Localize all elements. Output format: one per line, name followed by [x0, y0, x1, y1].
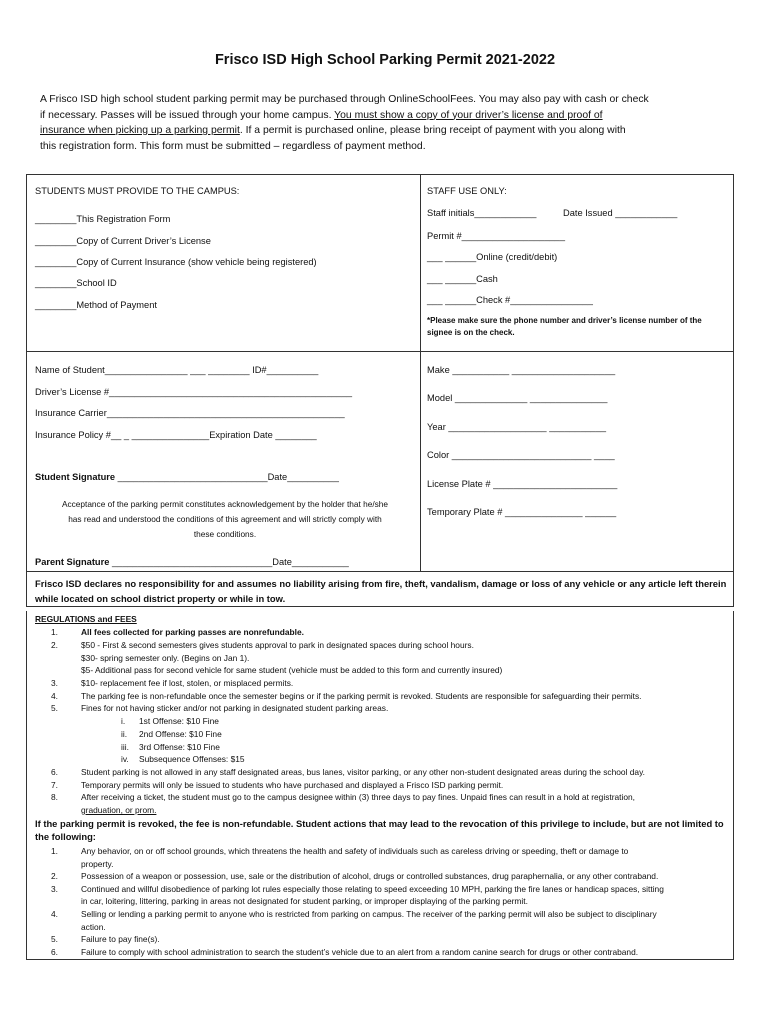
- revoke-item: Failure to pay fine(s).: [81, 934, 160, 944]
- vehicle-year-field[interactable]: Year ___________________ ___________: [427, 422, 607, 432]
- insurance-carrier-field[interactable]: Insurance Carrier______________________________________________: [35, 408, 345, 418]
- permit-number-field[interactable]: Permit #____________________: [427, 231, 566, 241]
- revoke-number: 2.: [51, 871, 58, 881]
- reg-item: The parking fee is non-refundable once the semester begins or if the parking permit is revoked. Students are responsible for safeguarding their permits.: [81, 691, 642, 701]
- reg-item: $50 - First & second semesters gives students approval to park in designated spaces during school hours.: [81, 640, 474, 650]
- drivers-license-field[interactable]: Driver’s License #_______________________________________________: [35, 387, 353, 397]
- reg-item: $30- spring semester only. (Begins on Jan 1).: [81, 653, 250, 663]
- offense-number: iii.: [121, 742, 129, 752]
- intro-line: insurance when picking up a parking permit. If a permit is purchased online, please bring receipt of payment with you along with: [40, 125, 626, 136]
- intro-line: this registration form. This form must be submitted – regardless of payment method.: [40, 140, 426, 152]
- student-signature-field[interactable]: Student Signature _____________________________Date__________: [35, 472, 339, 482]
- staff-initials-field[interactable]: Staff initials____________: [427, 208, 537, 218]
- revoke-number: 3.: [51, 884, 58, 894]
- intro-line: A Frisco ISD high school student parking permit may be purchased through OnlineSchoolFees. You may also pay with cash or check: [40, 94, 649, 105]
- reg-item: graduation, or prom.: [81, 805, 157, 815]
- students-header: STUDENTS MUST PROVIDE TO THE CAMPUS:: [35, 186, 240, 196]
- reg-number: 8.: [51, 792, 58, 802]
- revoke-item: Possession of a weapon or possession, use, sale or the distribution of alcohol, drugs or controlled substances, drug paraphernalia, or any other contraband.: [81, 871, 659, 881]
- offense-number: i.: [121, 716, 126, 726]
- payment-check-field[interactable]: ___ ______Check #________________: [427, 295, 593, 305]
- vehicle-color-field[interactable]: Color ___________________________ ____: [427, 450, 615, 460]
- acceptance-statement: Acceptance of the parking permit constitutes acknowledgement by the holder that he/she has read and understood the conditions of this agreement and will strictly comply with these conditions.: [61, 499, 389, 539]
- liability-statement: Frisco ISD declares no responsibility for and assumes no liability arising from fire, theft, vandalism, damage or loss of any vehicle or any article left therein while located on school district property or while in tow.: [35, 578, 727, 604]
- checklist-payment-method[interactable]: ________Method of Payment: [35, 300, 157, 310]
- offense-number: iv.: [121, 754, 129, 764]
- revoke-item: in car, loitering, littering, parking in areas not designated for student parking, or improper displaying of the parking permit.: [81, 896, 528, 906]
- revoke-item: action.: [81, 922, 106, 932]
- reg-item: After receiving a ticket, the student must go to the campus designee within (3) three days to pay fines. Unpaid fines can result in a hold at registration,: [81, 792, 635, 802]
- checklist-insurance[interactable]: ________Copy of Current Insurance (show vehicle being registered): [35, 257, 317, 267]
- offense-item: 2nd Offense: $10 Fine: [139, 729, 222, 739]
- reg-item: $10- replacement fee if lost, stolen, or misplaced permits.: [81, 678, 294, 688]
- offense-item: 3rd Offense: $10 Fine: [139, 742, 220, 752]
- reg-item: $5- Additional pass for second vehicle for same student (vehicle must be added to this form and currently insured): [81, 665, 503, 675]
- revoke-item: Continued and willful disobedience of parking lot rules especially those relating to speed exceeding 10 MPH, parking the fire lanes or handicap spaces, sitting: [81, 884, 664, 894]
- reg-number: 7.: [51, 780, 58, 790]
- reg-item: Temporary permits will only be issued to students who have purchased and displayed a Frisco ISD parking permit.: [81, 780, 504, 790]
- reg-number: 3.: [51, 678, 58, 688]
- reg-item: Fines for not having sticker and/or not parking in designated student parking areas.: [81, 703, 389, 713]
- revocation-heading: If the parking permit is revoked, the fee is non-refundable. Student actions that may lead to the revocation of this privilege to include, but are not limited to the following:: [35, 818, 724, 842]
- insurance-policy-field[interactable]: Insurance Policy #__ _ _______________Expiration Date ________: [35, 430, 317, 440]
- reg-number: 6.: [51, 767, 58, 777]
- checklist-school-id[interactable]: ________School ID: [35, 278, 117, 288]
- revoke-number: 5.: [51, 934, 58, 944]
- offense-number: ii.: [121, 729, 128, 739]
- registration-form: [26, 174, 734, 572]
- offense-item: 1st Offense: $10 Fine: [139, 716, 219, 726]
- temporary-plate-field[interactable]: Temporary Plate # _______________ ______: [427, 507, 617, 517]
- staff-header: STAFF USE ONLY:: [427, 186, 507, 196]
- reg-number: 2.: [51, 640, 58, 650]
- parent-signature-field[interactable]: Parent Signature _______________________________Date___________: [35, 557, 349, 567]
- reg-item: All fees collected for parking passes are nonrefundable.: [81, 627, 304, 637]
- vehicle-make-field[interactable]: Make ___________ ____________________: [427, 365, 616, 375]
- intro-line: if necessary. Passes will be issued through your home campus. You must show a copy of your driver’s license and proof of: [40, 109, 603, 121]
- date-issued-field[interactable]: Date Issued ____________: [563, 208, 678, 218]
- checklist-registration-form[interactable]: ________This Registration Form: [35, 214, 171, 224]
- reg-item: Student parking is not allowed in any staff designated areas, bus lanes, visitor parking, or any other non-student designated areas during the school day.: [81, 767, 645, 777]
- regulations-heading: REGULATIONS and FEES: [35, 614, 137, 624]
- row-divider: [27, 351, 733, 352]
- reg-number: 1.: [51, 627, 58, 637]
- payment-cash-field[interactable]: ___ ______Cash: [427, 274, 498, 284]
- regulations-section: [26, 611, 734, 960]
- column-divider: [420, 175, 421, 572]
- license-plate-field[interactable]: License Plate # ________________________: [427, 479, 618, 489]
- reg-number: 4.: [51, 691, 58, 701]
- revoke-number: 6.: [51, 947, 58, 957]
- payment-online-field[interactable]: ___ ______Online (credit/debit): [427, 252, 558, 262]
- revoke-number: 4.: [51, 909, 58, 919]
- offense-item: Subsequence Offenses: $15: [139, 754, 245, 764]
- liability-box: [26, 571, 734, 607]
- revoke-item: Failure to comply with school administration to search the student’s vehicle due to an alert from a random canine search for drugs or other contraband.: [81, 947, 639, 957]
- page-title: Frisco ISD High School Parking Permit 2021-2022: [214, 52, 556, 68]
- vehicle-model-field[interactable]: Model ______________ _______________: [427, 393, 608, 403]
- student-name-field[interactable]: Name of Student________________ ___ ________ ID#__________: [35, 365, 319, 375]
- revoke-number: 1.: [51, 846, 58, 856]
- check-note: *Please make sure the phone number and driver’s license number of the signee is on the check.: [427, 316, 702, 337]
- reg-number: 5.: [51, 703, 58, 713]
- revoke-item: property.: [81, 859, 114, 869]
- intro-paragraph: [40, 92, 720, 154]
- revoke-item: Selling or lending a parking permit to anyone who is restricted from parking on campus. The receiver of the parking permit will also be subject to disciplinary: [81, 909, 657, 919]
- checklist-drivers-license[interactable]: ________Copy of Current Driver’s License: [35, 236, 211, 246]
- revoke-item: Any behavior, on or off school grounds, which threatens the health and safety of individuals such as careless driving or speeding, theft or damage to: [81, 846, 629, 856]
